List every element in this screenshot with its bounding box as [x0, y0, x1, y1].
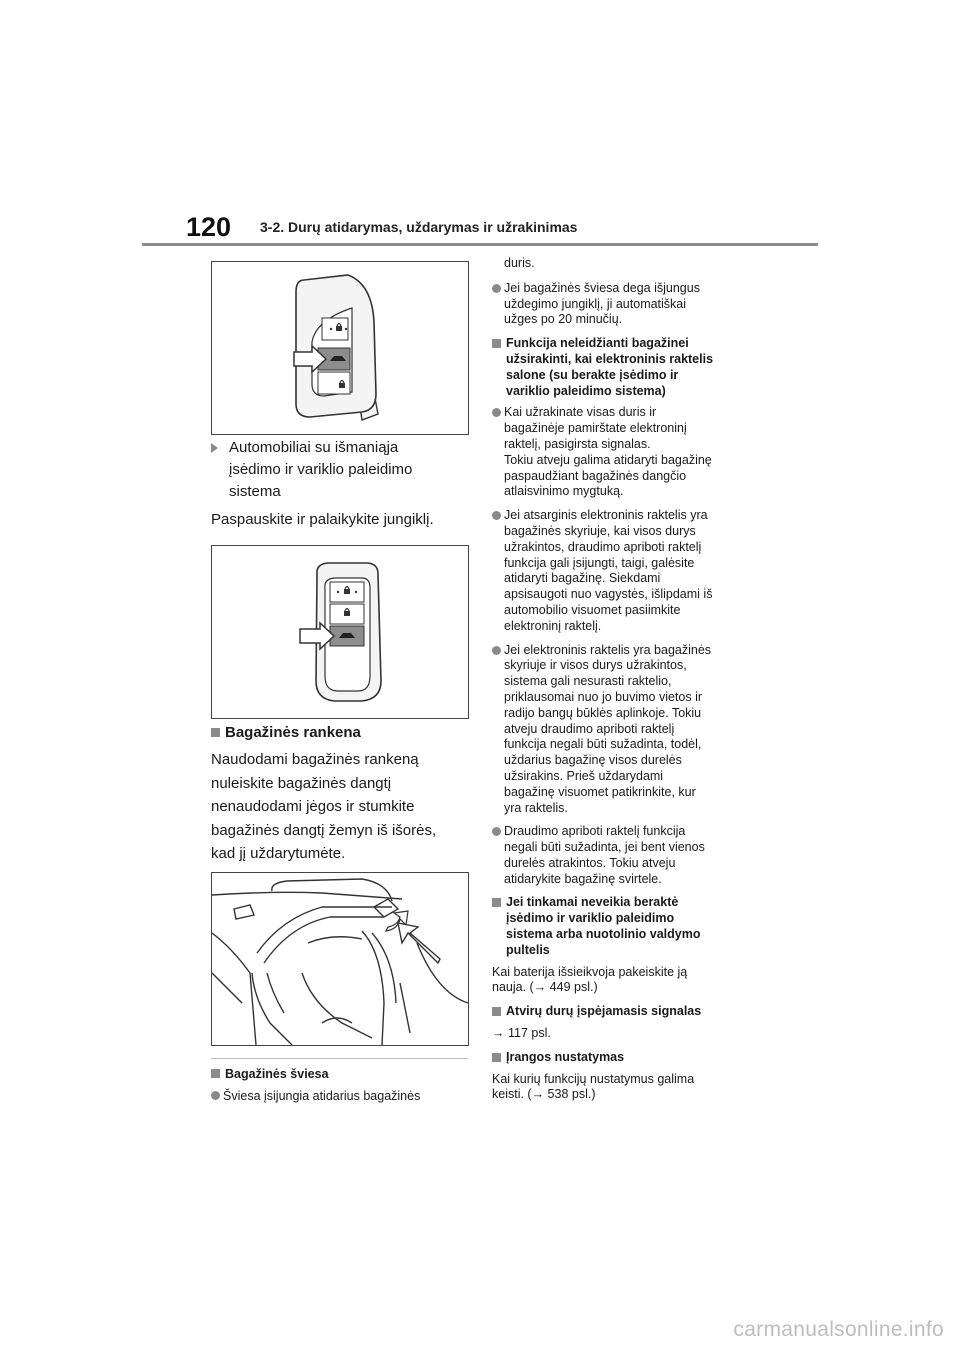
bullet-dot-icon: [492, 511, 501, 520]
heading-line: pultelis: [506, 942, 550, 957]
heading-open-door-warning: [492, 1004, 752, 1020]
flip-key-illustration: [211, 261, 469, 435]
trunk-light-heading: [211, 1066, 469, 1082]
square-marker-icon: [492, 339, 501, 348]
bullet-line: apsisaugoti nuo vagystės, išlipdami iš: [504, 587, 713, 602]
bullet-line: Kai užrakinate visas duris ir: [504, 405, 657, 420]
bullet-line: sistema gali nesurasti raktelio,: [504, 674, 672, 689]
bullet-line: bagažinės skyriuje, kai visos durys: [504, 523, 696, 538]
heading-line: sistema arba nuotolinio valdymo: [506, 927, 701, 942]
heading-line: Jei tinkamai neveikia beraktė: [506, 895, 679, 910]
bullet-line: raktelį, pasigirsta signalas.: [504, 436, 651, 451]
heading-line: salone (su berakte įsėdimo ir: [506, 367, 679, 382]
heading-label: Bagažinės šviesa: [225, 1067, 329, 1081]
bullet-line: uždarius bagažinę visos durelės: [504, 753, 682, 768]
subheading-line: įsėdimo ir variklio paleidimo: [229, 461, 413, 478]
bullet-line: automobilio visuomet pasiimkite: [504, 602, 681, 617]
bullet-dot-icon: [492, 408, 501, 417]
customization-paragraph: [492, 1072, 752, 1104]
heading-label: Atvirų durų įspėjamasis signalas: [506, 1004, 702, 1019]
heading-label: Įrangos nustatymas: [506, 1049, 625, 1064]
square-marker-icon: [211, 728, 220, 737]
para-line: nauja. (→ 449 psl.): [492, 980, 598, 995]
bullet-line: priklausomai nuo jo buvimo vietos ir: [504, 689, 703, 704]
continued-text: duris.: [504, 256, 535, 270]
bullet-line: funkcija gali įsijungti, taigi, galėsite: [504, 555, 695, 570]
bullet-line: Jei elektroninis raktelis yra bagažinės: [504, 642, 712, 657]
right-column: [492, 256, 752, 1111]
square-marker-icon: [211, 1069, 220, 1078]
heading-keyless-malfunction: [492, 895, 752, 958]
bullet-spare-key: [492, 508, 752, 634]
bullet-door-unlocked: [492, 824, 752, 887]
smart-entry-subheading: [211, 437, 471, 503]
square-marker-icon: [492, 1007, 501, 1016]
heading-customization: [492, 1050, 752, 1066]
bullet-line: skyriuje ir visos durys užrakintos,: [504, 658, 687, 673]
left-column-divider: [211, 1058, 468, 1059]
smart-key-illustration: [211, 545, 469, 719]
bullet-line: atidaryti bagažinę. Siekdami: [504, 571, 661, 586]
bullet-line: negali būti sužadinta, jei bent vienos: [504, 840, 705, 855]
body-line: kad jį uždarytumėte.: [211, 845, 346, 862]
heading-line: įsėdimo ir variklio paleidimo: [506, 911, 675, 926]
bullet-line: uždegimo jungiklį, ji automatiškai: [504, 296, 687, 311]
bullet-line: bagažinėje pamirštate elektroninį: [504, 421, 687, 436]
square-marker-icon: [492, 898, 501, 907]
trunk-handle-heading: [211, 722, 471, 744]
body-line: bagažinės dangtį žemyn iš išorės,: [211, 821, 437, 839]
bullet-light-auto-off: [492, 281, 752, 328]
bullet-line: Jei atsarginis elektroninis raktelis yra: [504, 508, 708, 523]
bullet-line: užges po 20 minučių.: [504, 312, 623, 327]
body-line: nuleiskite bagažinės dangtį: [211, 774, 392, 792]
page-number: 120: [186, 212, 232, 242]
subheading-line: sistema: [229, 483, 281, 500]
heading-label: Bagažinės rankena: [225, 724, 361, 741]
bullet-line: yra raktelis.: [504, 800, 568, 815]
battery-paragraph: [492, 965, 752, 997]
bullet-line: užsirakins. Prieš uždarydami: [504, 768, 664, 783]
section-title: 3-2. Durų atidarymas, uždarymas ir užrakinimas: [260, 219, 578, 235]
bullet-line: elektroninį raktelį.: [504, 618, 602, 633]
press-hold-text: Paspauskite ir palaikykite jungiklį.: [211, 511, 434, 528]
bullet-line: atlaisvinimo mygtuką.: [504, 484, 624, 499]
bullet-line: atidarykite bagažinę svirtele.: [504, 871, 662, 886]
bullet-line: durelės atrakintos. Tokiu atveju: [504, 855, 676, 870]
para-line: Kai kurių funkcijų nustatymus galima: [492, 1071, 695, 1086]
bullet-line: Tokiu atveju galima atidaryti bagažinę: [504, 452, 712, 467]
door-warning-reference: → 117 psl.: [492, 1026, 551, 1041]
trunk-light-bullet: [211, 1088, 469, 1104]
watermark: carmanualsonline.info: [733, 1318, 944, 1341]
bullet-key-not-detected: [492, 643, 752, 817]
heading-line: variklio paleidimo sistema): [506, 383, 666, 398]
body-line: Naudodami bagažinės rankeną: [211, 751, 419, 768]
trunk-handle-text: [211, 748, 471, 866]
bullet-line: Jei bagažinės šviesa dega išjungus: [504, 280, 700, 295]
bullet-dot-icon: [492, 827, 501, 836]
header-rule: [142, 243, 818, 246]
square-marker-icon: [492, 1053, 501, 1062]
bullet-line: užrakintos, draudimo apriboti raktelį: [504, 539, 702, 554]
bullet-line: Draudimo apriboti raktelį funkcija: [504, 824, 686, 839]
bullet-line: funkcija negali būti sužadinta, todėl,: [504, 737, 702, 752]
bullet-line: atveju draudimo apriboti raktelį: [504, 721, 675, 736]
triangle-marker-icon: [211, 443, 218, 453]
bullet-dot-icon: [492, 646, 501, 655]
bullet-text: Šviesa įsijungia atidarius bagažinės: [223, 1089, 421, 1103]
bullet-dot-icon: [211, 1091, 220, 1100]
subheading-line: Automobiliai su išmaniąja: [229, 439, 399, 456]
heading-line: Funkcija neleidžianti bagažinei: [506, 336, 689, 351]
bullet-dot-icon: [492, 284, 501, 293]
bullet-line: paspaudžiant bagažinės dangčio: [504, 468, 687, 483]
para-line: keisti. (→ 538 psl.): [492, 1087, 596, 1102]
bullet-line: bagažinę visuomet patikrinkite, kur: [504, 784, 696, 799]
heading-line: užsirakinti, kai elektroninis raktelis: [506, 351, 714, 366]
trunk-handle-illustration: [211, 872, 469, 1046]
bullet-line: radijo bangų būklės aplinkoje. Tokiu: [504, 705, 702, 720]
para-line: Kai baterija išsieikvoja pakeiskite ją: [492, 964, 688, 979]
body-line: nenaudodami jėgos ir stumkite: [211, 798, 415, 815]
heading-key-lockout-function: [492, 336, 752, 399]
bullet-key-forgotten: [492, 405, 752, 500]
